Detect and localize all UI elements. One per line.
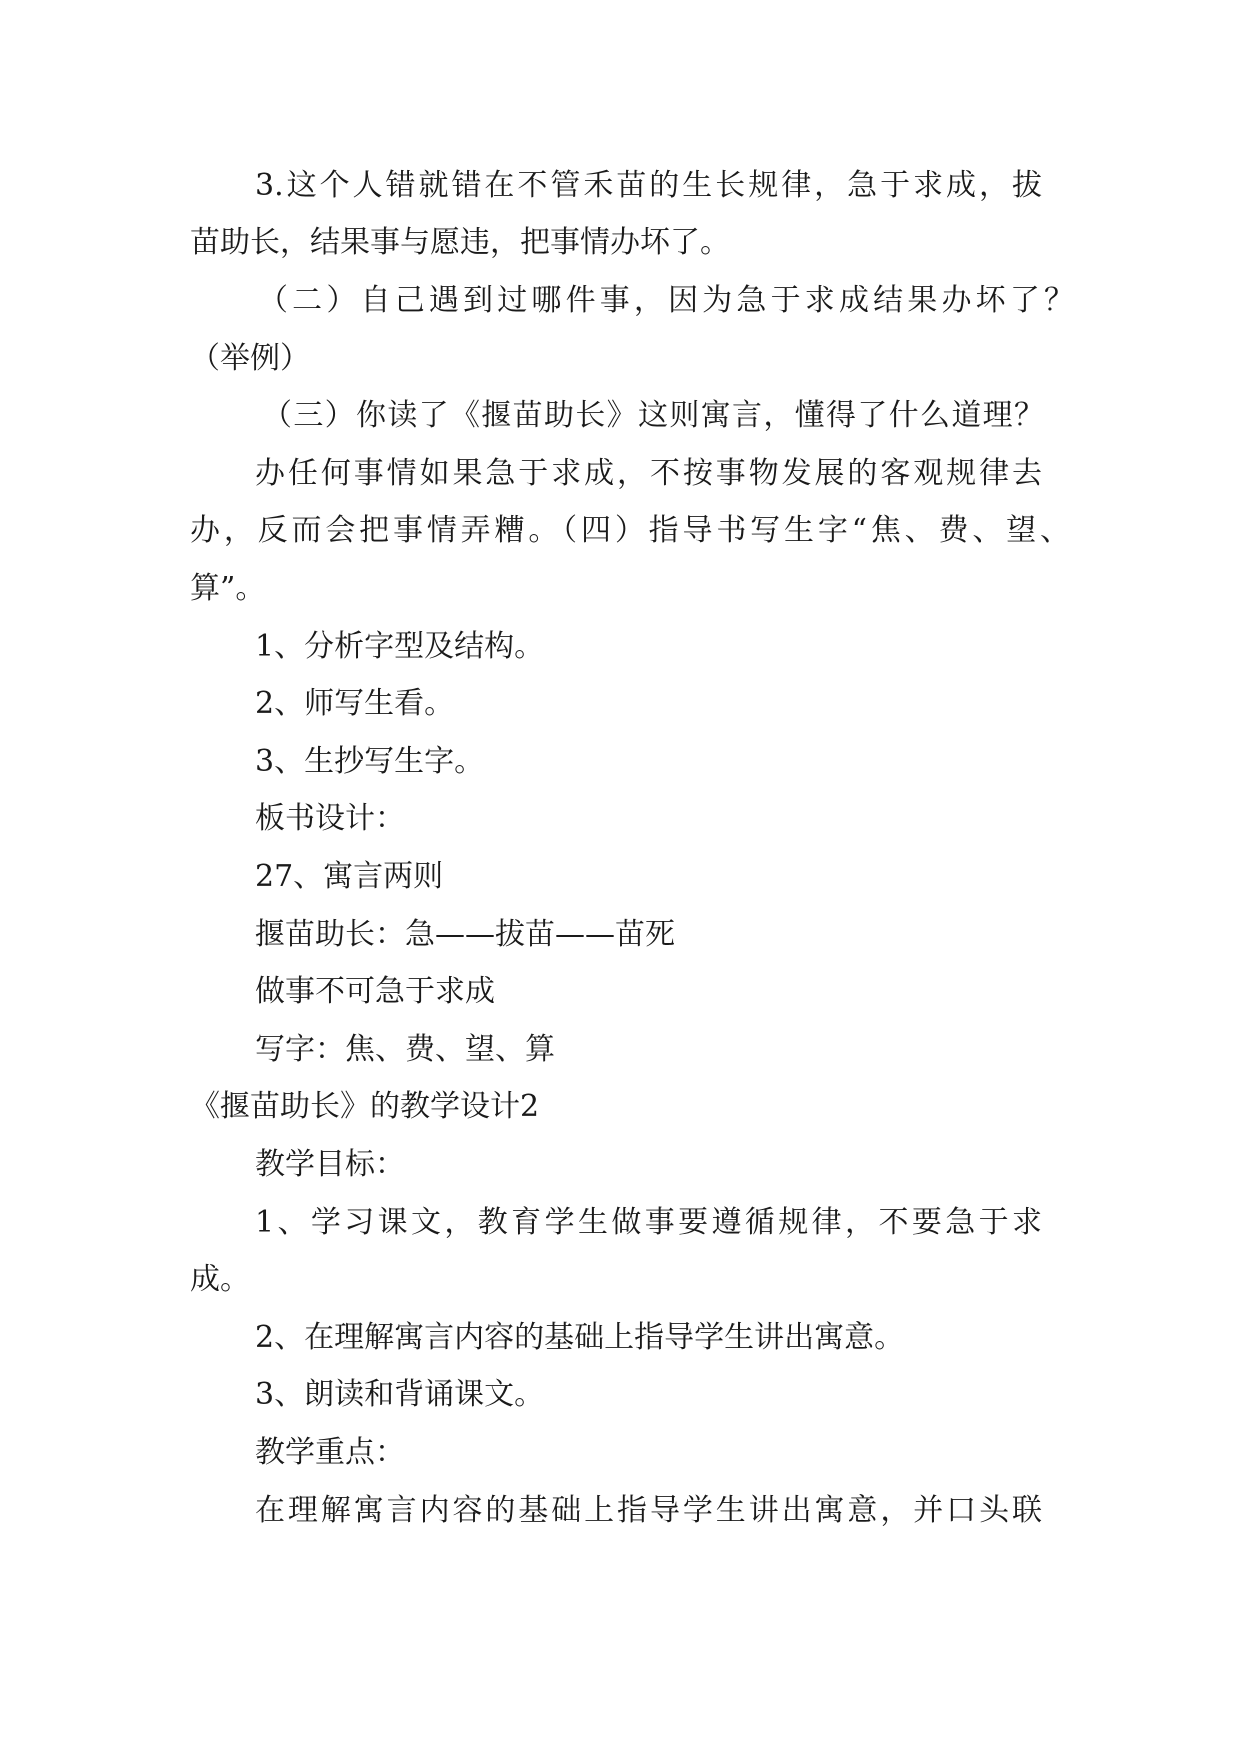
paragraph-line: 办，反而会把事情弄糟。（四）指导书写生字“焦、费、望、	[190, 513, 1070, 548]
section-heading: 教学重点：	[255, 1435, 405, 1470]
paragraph-line: 成。	[190, 1262, 250, 1297]
list-item: 3、朗读和背诵课文。	[255, 1377, 545, 1412]
paragraph-line: 苗助长，结果事与愿违，把事情办坏了。	[190, 225, 730, 260]
section-heading: 板书设计：	[255, 801, 405, 836]
paragraph-line: （三）你读了《揠苗助长》这则寓言，懂得了什么道理？	[262, 398, 1044, 433]
list-item: 1、分析字型及结构。	[255, 629, 545, 664]
board-line: 做事不可急于求成	[255, 974, 495, 1009]
section-heading: 教学目标：	[255, 1147, 405, 1182]
list-item: 2、师写生看。	[255, 686, 455, 721]
paragraph-line: 办任何事情如果急于求成，不按事物发展的客观规律去	[255, 456, 1042, 491]
board-line: 揠苗助长：急——拔苗——苗死	[255, 917, 675, 952]
board-line: 写字：焦、费、望、算	[255, 1032, 555, 1067]
paragraph-line: 在理解寓言内容的基础上指导学生讲出寓意，并口头联	[255, 1493, 1042, 1528]
paragraph-line: 3.这个人错就错在不管禾苗的生长规律，急于求成，拔	[255, 168, 1042, 203]
list-item: 3、生抄写生字。	[255, 744, 485, 779]
board-line: 27、寓言两则	[255, 859, 444, 894]
document-title: 《揠苗助长》的教学设计2	[190, 1089, 540, 1124]
paragraph-line: 算”。	[190, 571, 266, 606]
list-item: 2、在理解寓言内容的基础上指导学生讲出寓意。	[255, 1320, 905, 1355]
paragraph-line: （举例）	[190, 341, 310, 376]
paragraph-line: （二）自己遇到过哪件事，因为急于求成结果办坏了？	[258, 283, 1074, 318]
list-item: 1、学习课文，教育学生做事要遵循规律，不要急于求	[255, 1205, 1042, 1240]
